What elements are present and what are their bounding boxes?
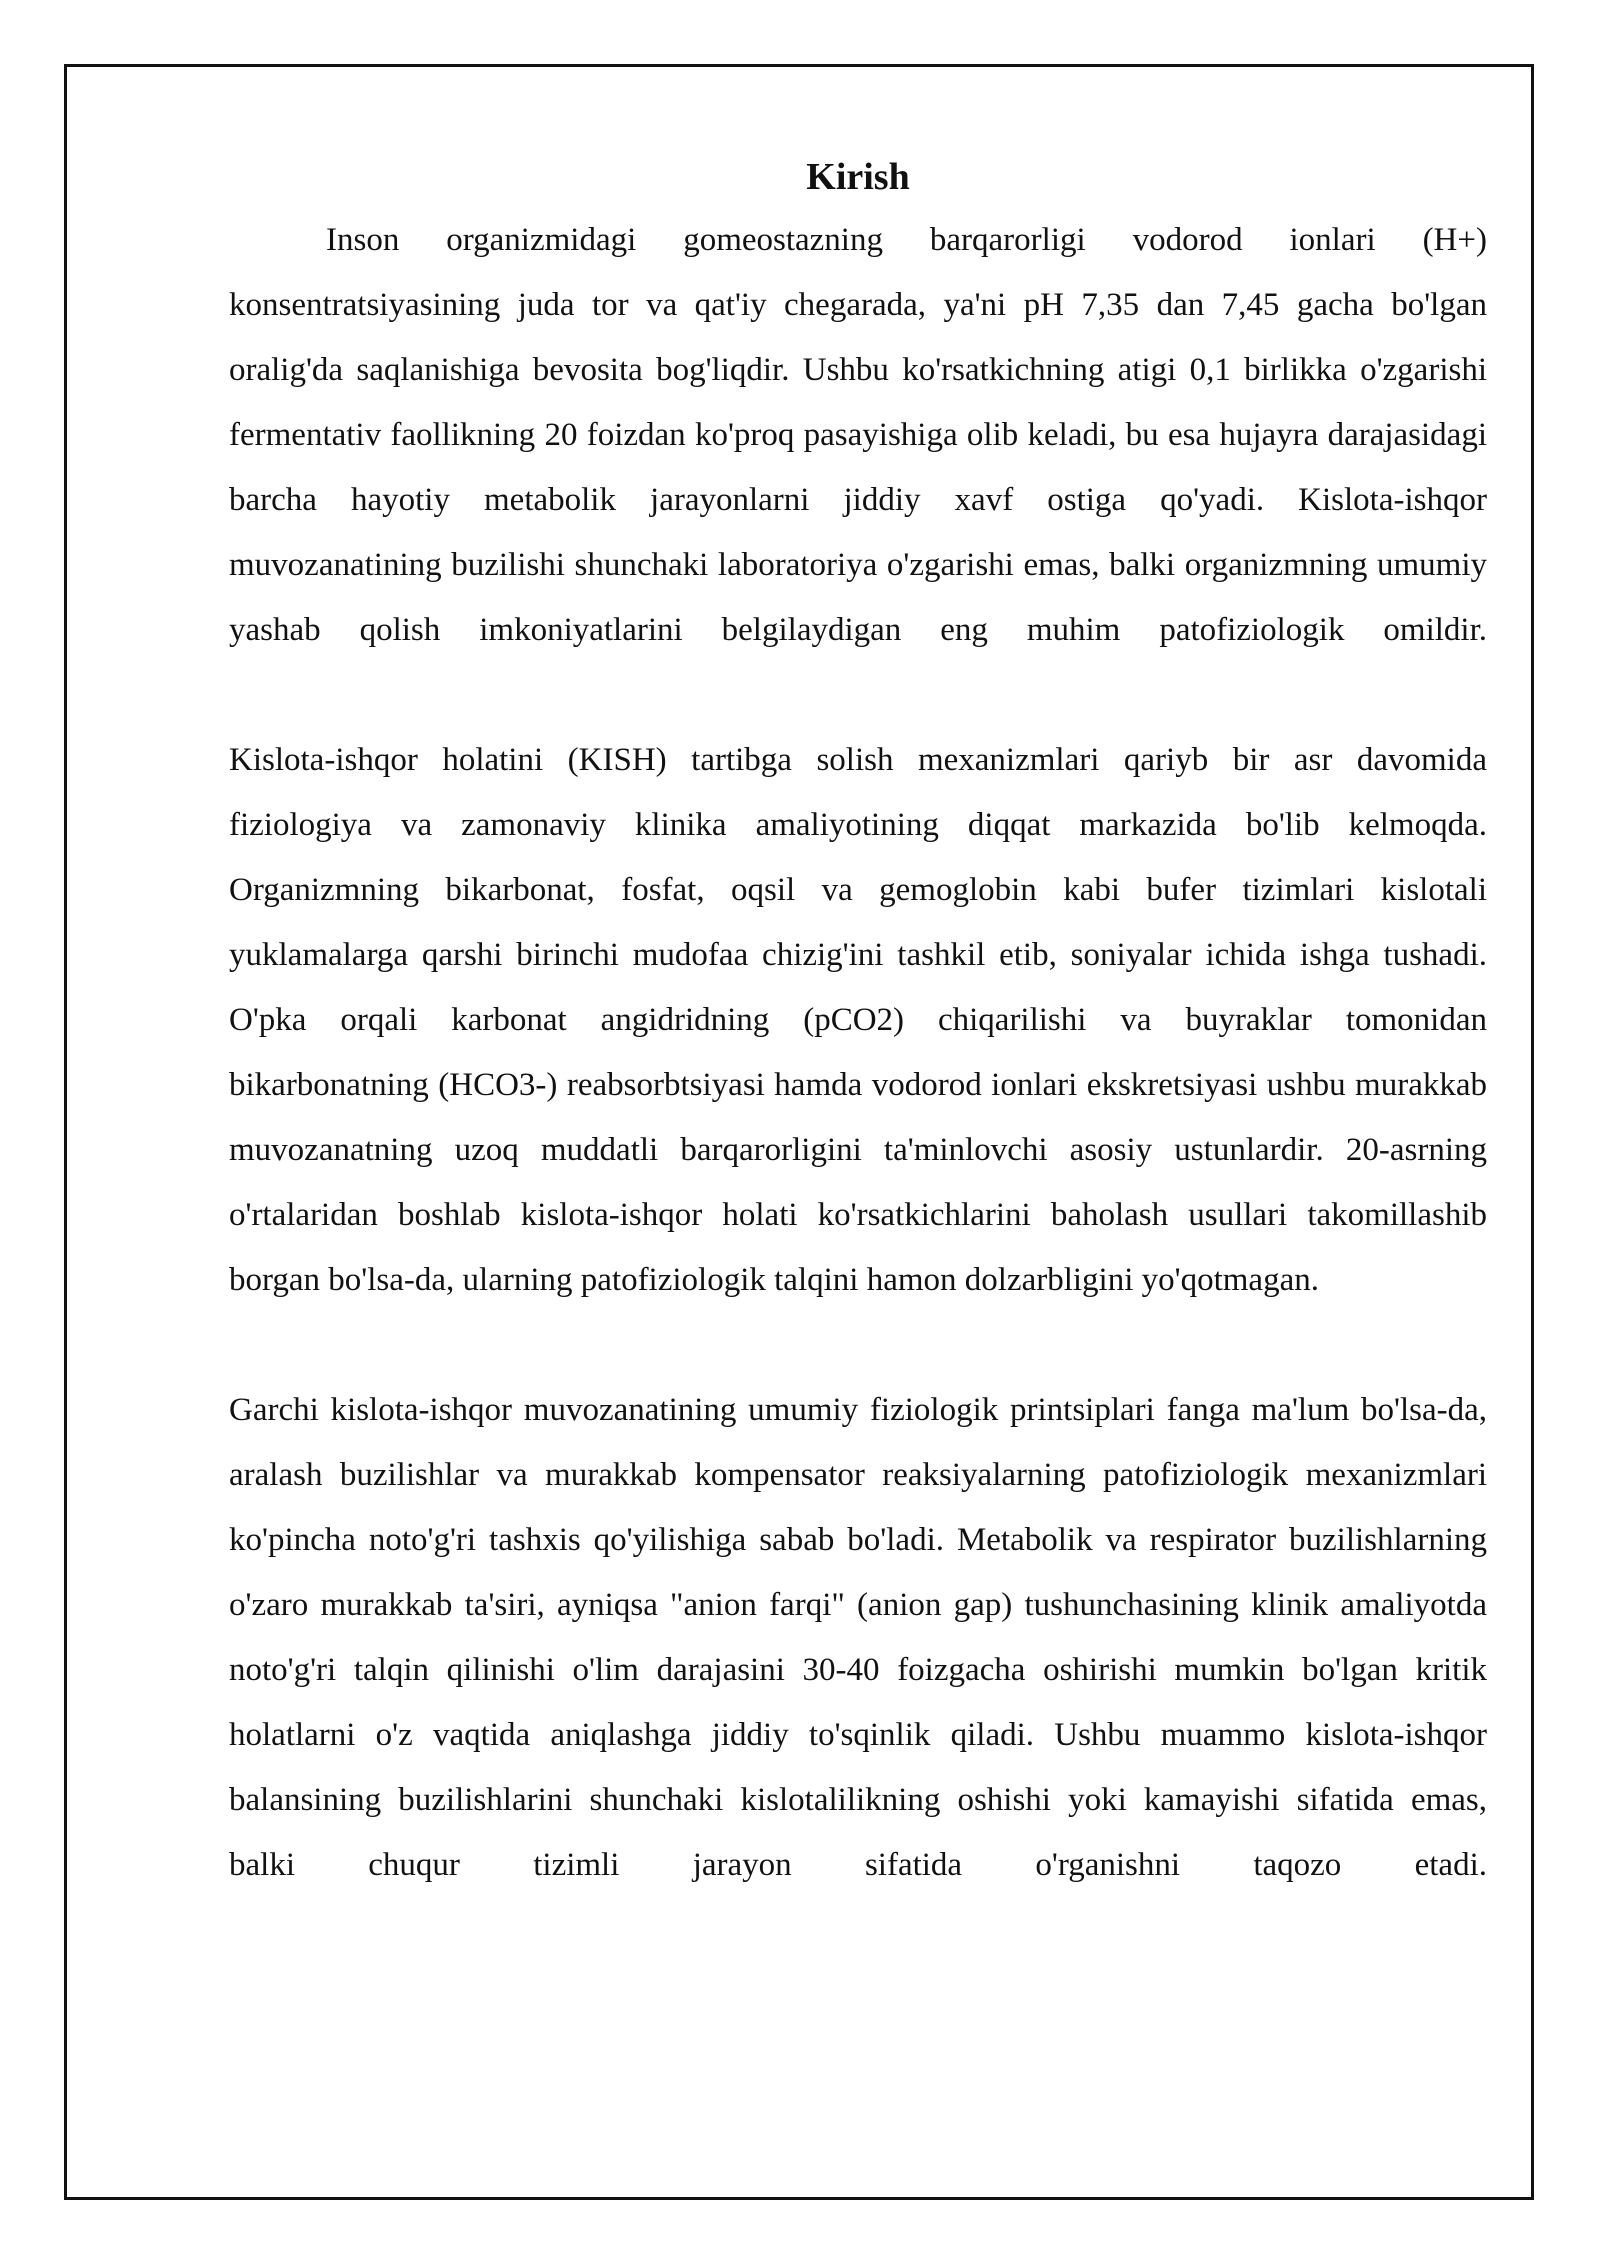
paragraph-1: Inson organizmidagi gomeostazning barqarorligi vodorod ionlari (H+) konsentratsiyasining juda tor va qat'iy chegarada, ya'ni pH 7,35 dan 7,45 gacha bo'lgan oralig'da saqlanishiga bevosita bog'liqdir. Ushbu ko'rsatkichning atigi 0,1 birlikka o'zgarishi fermentativ faollikning 20 foizdan ko'proq pasayishiga olib keladi, bu esa hujayra darajasidagi barcha hayotiy metabolik jarayonlarni jiddiy xavf ostiga qo'yadi. Kislota-ishqor muvozanatining buzilishi shunchaki laboratoriya o'zgarishi emas, balki organizmning umumiy yashab qolish imkoniyatlarini belgilaydigan eng muhim patofiziologik omildir.	[229, 222, 1487, 648]
paragraph-3: Garchi kislota-ishqor muvozanatining umumiy fiziologik printsiplari fanga ma'lum bo'lsa-da, aralash buzilishlar va murakkab kompensator reaksiyalarning patofiziologik mexanizmlari ko'pincha noto'g'ri tashxis qo'yilishiga sabab bo'ladi. Metabolik va respirator buzilishlarning o'zaro murakkab ta'siri, ayniqsa "anion farqi" (anion gap) tushunchasining klinik amaliyotda noto'g'ri talqin qilinishi o'lim darajasini 30-40 foizgacha oshirishi mumkin bo'lgan kritik holatlarni o'z vaqtida aniqlashga jiddiy to'sqinlik qiladi. Ushbu muammo kislota-ishqor balansining buzilishlarini shunchaki kislotalilikning oshishi yoki kamayishi sifatida emas, balki chuqur tizimli jarayon sifatida o'rganishni taqozo etadi.	[229, 1392, 1487, 1883]
paragraph-gap	[229, 663, 1487, 728]
paragraph-gap	[229, 1313, 1487, 1378]
document-title: Kirish	[806, 156, 910, 198]
paragraph-2: Kislota-ishqor holatini (KISH) tartibga solish mexanizmlari qariyb bir asr davomida fiziologiya va zamonaviy klinika amaliyotining diqqat markazida bo'lib kelmoqda. Organizmning bikarbonat, fosfat, oqsil va gemoglobin kabi bufer tizimlari kislotali yuklamalarga qarshi birinchi mudofaa chizig'ini tashkil etib, soniyalar ichida ishga tushadi. O'pka orqali karbonat angidridning (pCO2) chiqarilishi va buyraklar tomonidan bikarbonatning (HCO3-) reabsorbtsiyasi hamda vodorod ionlari ekskretsiyasi ushbu murakkab muvozanatning uzoq muddatli barqarorligini ta'minlovchi asosiy ustunlardir. 20-asrning o'rtalaridan boshlab kislota-ishqor holati ko'rsatkichlarini baholash usullari takomillashib borgan bo'lsa-da, ularning patofiziologik talqini hamon dolzarbligini yo'qotmagan.	[229, 742, 1487, 1298]
document-body	[229, 150, 1487, 1898]
